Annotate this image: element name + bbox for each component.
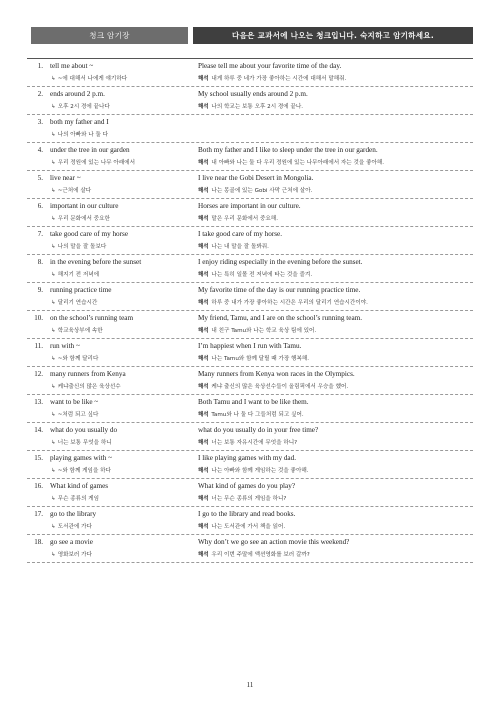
chunk-gloss [51,214,110,222]
translation-tag: 해석 [198,300,209,306]
translation-text: 나는 내 말을 잘 돌봐줘. [211,244,269,250]
chunk-gloss [51,550,92,558]
translation-text: 내 아빠와 나는 둘 다 우리 정원에 있는 나무아래에서 자는 것을 좋아해. [211,160,385,166]
sentence-translation [198,550,310,558]
sentence-translation [198,186,312,194]
arrow-icon: ↳ [51,160,56,166]
gloss-text: 나의 말을 잘 돌보다 [57,244,107,250]
translation-text: 내 친구 Tamu와 나는 학교 육상 팀에 있어. [211,328,317,334]
translation-text: 나의 학교는 보통 오후 2시 경에 끝나. [211,104,304,110]
chunk-gloss [51,438,112,446]
row-number: 16. [34,482,43,490]
translation-tag: 해석 [198,244,209,250]
row-number: 18. [34,538,43,546]
translation-text: 하루 중 내가 가장 좋아하는 시간은 우리의 달리기 연습시간이야. [211,300,368,306]
sentence-translation [198,242,269,250]
sentence-translation [198,298,368,306]
chunk-gloss [51,326,103,334]
sentence-translation [198,494,286,502]
chunk-gloss [51,242,106,250]
chunk-phrase: many runners from Kenya [50,370,126,378]
chunk-phrase: running practice time [50,286,112,294]
translation-tag: 해석 [198,384,209,390]
example-sentence: I go to the library and read books. [198,510,296,518]
chunk-row [27,311,473,339]
chunk-gloss [51,74,127,82]
chunk-phrase: go to the library [50,510,97,518]
arrow-icon: ↳ [51,244,56,250]
chunk-phrase: playing games with ~ [50,454,112,462]
translation-text: Tamu와 나 둘 다 그들처럼 되고 싶어. [211,412,304,418]
translation-text: 케냐 출신의 많은 육상선수들이 올림픽에서 우승을 했어. [211,384,349,390]
chunk-row [27,283,473,311]
gloss-text: 오후 2시 경에 끝나다 [57,104,110,110]
sentence-translation [198,102,303,110]
chunk-gloss [51,298,97,306]
arrow-icon: ↳ [51,440,56,446]
row-number: 14. [34,426,43,434]
translation-tag: 해석 [198,188,209,194]
translation-text: 너는 무슨 종류의 게임을 하니? [211,496,287,502]
chunk-phrase: important in our culture [50,202,119,210]
chunk-phrase: on the school’s running team [50,314,134,322]
gloss-text: 케냐출신의 많은 육상선수 [57,384,121,390]
sentence-translation [198,214,278,222]
chunk-gloss [51,494,99,502]
chunk-row [27,339,473,367]
row-number: 9. [37,286,43,294]
example-sentence: My school usually ends around 2 p.m. [198,90,308,98]
chunk-row [27,479,473,507]
row-number: 8. [37,258,43,266]
gloss-text: 도서관에 가다 [57,524,92,530]
translation-tag: 해석 [198,496,209,502]
arrow-icon: ↳ [51,216,56,222]
gloss-text: 해지기 전 저녁에 [57,272,100,278]
translation-text: 나는 도서관에 가서 책을 읽어. [211,524,286,530]
arrow-icon: ↳ [51,272,56,278]
translation-tag: 해석 [198,76,209,82]
arrow-icon: ↳ [51,496,56,502]
sentence-translation [198,158,384,166]
chunk-row [27,535,473,563]
chunk-phrase: ends around 2 p.m. [50,90,105,98]
translation-tag: 해석 [198,440,209,446]
arrow-icon: ↳ [51,132,56,138]
gloss-text: ~에 대해서 나에게 얘기하다 [57,76,128,82]
chunk-phrase: want to be like ~ [50,398,99,406]
translation-tag: 해석 [198,412,209,418]
example-sentence: I live near the Gobi Desert in Mongolia. [198,174,314,182]
sentence-translation [198,410,304,418]
arrow-icon: ↳ [51,524,56,530]
gloss-text: 무슨 종류의 게임 [57,496,100,502]
gloss-text: 우리 정원에 있는 나무 아래에서 [57,160,136,166]
translation-tag: 해석 [198,468,209,474]
chunk-gloss [51,522,92,530]
page-number: 11 [246,681,254,689]
chunk-row [27,451,473,479]
chunk-row [27,227,473,255]
chunk-gloss [51,158,135,166]
translation-tag: 해석 [198,356,209,362]
example-sentence: Many runners from Kenya won races in the Olympics. [198,370,355,378]
chunk-row [27,367,473,395]
row-number: 3. [37,118,43,126]
chunk-row [27,171,473,199]
translation-text: 너는 보통 자유시간에 무엇을 하니? [211,440,298,446]
arrow-icon: ↳ [51,104,56,110]
instruction-banner: 다음은 교과서에 나오는 청크입니다. 숙지하고 암기하세요. [193,27,473,44]
chunk-phrase: take good care of my horse [50,230,129,238]
example-sentence: My favorite time of the day is our running practice time. [198,286,361,294]
gloss-text: 달리기 연습시간 [57,300,98,306]
arrow-icon: ↳ [51,384,56,390]
example-sentence: Horses are important in our culture. [198,202,301,210]
sentence-translation [198,270,312,278]
example-sentence: My friend, Tamu, and I are on the school’s running team. [198,314,363,322]
chunk-phrase: in the evening before the sunset [50,258,142,266]
chunk-row [27,58,473,87]
chunk-phrase: both my father and I [50,118,109,126]
example-sentence: What kind of games do you play? [198,482,296,490]
arrow-icon: ↳ [51,328,56,334]
sentence-translation [198,382,348,390]
gloss-text: ~와 함께 달리다 [57,356,99,362]
sentence-translation [198,466,309,474]
chunk-gloss [51,354,98,362]
gloss-text: 나의 아빠와 나 둘 다 [57,132,109,138]
chunk-gloss [51,466,111,474]
example-sentence: Both Tamu and I want to be like them. [198,398,309,406]
example-sentence: Both my father and I like to sleep under the tree in our garden. [198,146,378,154]
gloss-text: 너는 보통 무엇을 하니 [57,440,112,446]
gloss-text: ~와 함께 게임을 하다 [57,468,111,474]
chunk-gloss [51,270,99,278]
chunk-phrase: go see a movie [50,538,93,546]
example-sentence: I like playing games with my dad. [198,454,297,462]
gloss-text: 학교육상부에 속한 [57,328,103,334]
chunk-phrase: under the tree in our garden [50,146,130,154]
row-number: 10. [34,314,43,322]
chunk-phrase: What kind of games [50,482,109,490]
row-number: 2. [37,90,43,98]
arrow-icon: ↳ [51,300,56,306]
translation-text: 나는 아빠와 함께 게임하는 것을 좋아해. [211,468,309,474]
translation-text: 나는 몽골에 있는 Gobi 사막 근처에 살아. [211,188,313,194]
row-number: 1. [37,62,43,70]
chunk-row [27,87,473,115]
arrow-icon: ↳ [51,552,56,558]
translation-text: 말은 우리 문화에서 중요해. [211,216,278,222]
chunk-gloss [51,102,110,110]
example-sentence: Please tell me about your favorite time of the day. [198,62,342,70]
arrow-icon: ↳ [51,188,56,194]
arrow-icon: ↳ [51,412,56,418]
chunk-gloss [51,130,108,138]
translation-text: 나는 특히 일몰 전 저녁에 타는 것을 즐겨. [211,272,313,278]
row-number: 17. [34,510,43,518]
row-number: 12. [34,370,43,378]
translation-tag: 해석 [198,524,209,530]
chunk-row [27,199,473,227]
chunk-row [27,115,473,143]
row-number: 4. [37,146,43,154]
example-sentence: I take good care of my horse. [198,230,283,238]
sentence-translation [198,354,309,362]
translation-tag: 해석 [198,104,209,110]
translation-tag: 해석 [198,328,209,334]
chunk-gloss [51,186,91,194]
translation-text: 내게 하루 중 네가 가장 좋아하는 시간에 대해서 말해줘. [211,76,347,82]
example-sentence: what do you usually do in your free time? [198,426,319,434]
chunk-phrase: live near ~ [50,174,81,182]
arrow-icon: ↳ [51,356,56,362]
row-number: 11. [34,342,43,350]
translation-text: 우리 이번 주말에 액션영화를 보러 갈까? [211,552,310,558]
translation-text: 나는 Tamu와 함께 달릴 때 가장 행복해. [211,356,310,362]
chunk-row [27,255,473,283]
translation-tag: 해석 [198,272,209,278]
chunk-row [27,423,473,451]
row-number: 5. [37,174,43,182]
example-sentence: Why don’t we go see an action movie this weekend? [198,538,350,546]
chunk-list [27,58,473,563]
chunk-phrase: what do you usually do [50,426,118,434]
chunk-row [27,143,473,171]
chunk-row [27,507,473,535]
row-number: 6. [37,202,43,210]
translation-tag: 해석 [198,160,209,166]
row-number: 15. [34,454,43,462]
section-title: 청크 암기장 [31,27,188,44]
chunk-gloss [51,382,121,390]
chunk-phrase: run with ~ [50,342,80,350]
chunk-gloss [51,410,98,418]
sentence-translation [198,74,346,82]
gloss-text: ~처럼 되고 싶다 [57,412,99,418]
sentence-translation [198,522,285,530]
gloss-text: ~근처에 살다 [57,188,92,194]
sentence-translation [198,438,297,446]
gloss-text: 우리 문화에서 중요한 [57,216,110,222]
chunk-row [27,395,473,423]
sentence-translation [198,326,316,334]
translation-tag: 해석 [198,216,209,222]
row-number: 7. [37,230,43,238]
arrow-icon: ↳ [51,468,56,474]
arrow-icon: ↳ [51,76,56,82]
chunk-phrase: tell me about ~ [50,62,94,70]
translation-tag: 해석 [198,552,209,558]
row-number: 13. [34,398,43,406]
gloss-text: 영화보러 가다 [57,552,92,558]
example-sentence: I’m happiest when I run with Tamu. [198,342,302,350]
example-sentence: I enjoy riding especially in the evening before the sunset. [198,258,363,266]
